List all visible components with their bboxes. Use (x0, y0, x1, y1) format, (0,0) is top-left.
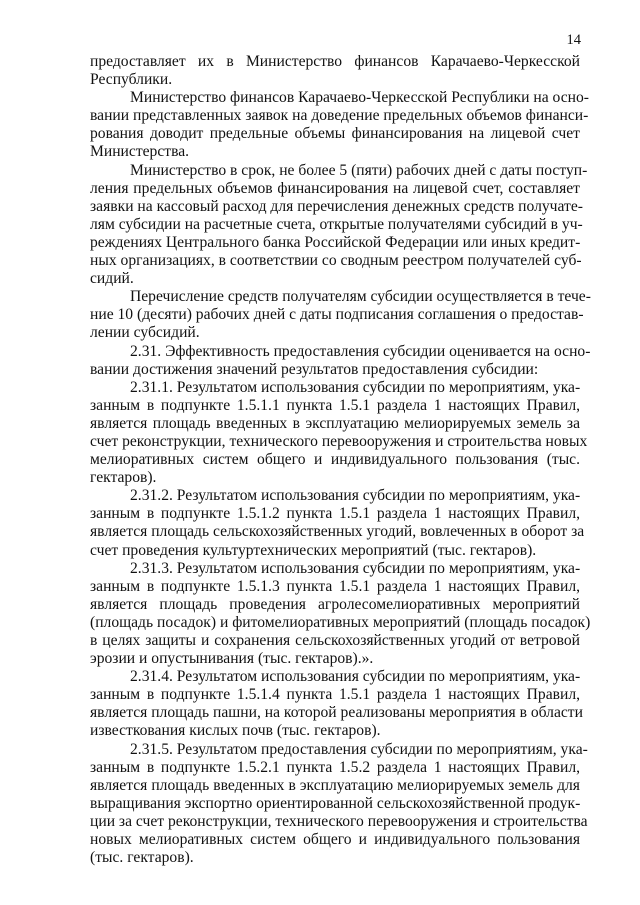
text-line: в целях защиты и сохранения сельскохозяйственных угодий от ветровой (90, 632, 580, 649)
paragraph (90, 487, 585, 559)
text-line: является площадь введенных в эксплуатацию мелиорируемых земель за (90, 414, 580, 432)
text-line: занным в подпункте 1.5.2.1 пункта 1.5.2 раздела 1 настоящих Правил, (90, 758, 580, 776)
text-line: мелиоративных систем общего и индивидуального пользования (тыс. (90, 451, 580, 469)
text-line: предоставляет их в Министерство финансов Карачаево-Черкесской (90, 53, 580, 70)
text-line: 2.31.1. Результатом использования субсидии по мероприятиям, ука- (130, 378, 581, 396)
page-number: 14 (566, 32, 581, 48)
text-line: выращивания экспортно ориентированной сельскохозяйственной продук- (90, 794, 581, 812)
text-line: 2.31.3. Результатом использования субсидии по мероприятиям, ука- (130, 559, 581, 577)
text-line: занным в подпункте 1.5.1.3 пункта 1.5.1 раздела 1 настоящих Правил, (90, 577, 580, 595)
document-body (90, 53, 591, 867)
text-line: новых мелиоративных систем общего и индивидуального пользования (90, 831, 580, 849)
text-line: счет реконструкции, технического перевооружения и строительства новых (90, 432, 588, 450)
text-line: лям субсидии на расчетные счета, открытые получателями субсидий в уч- (90, 215, 583, 233)
text-line: 2.31.4. Результатом использования субсидии по мероприятиям, ука- (130, 668, 581, 686)
text-line: лении субсидий. (90, 324, 200, 342)
text-line: (площадь посадок) и фитомелиоративных мероприятий (площадь посадок) (90, 613, 591, 631)
text-line: является площадь пашни, на которой реализованы мероприятия в области (90, 704, 583, 722)
text-line: 2.31.5. Результатом предоставления субсидии по мероприятиям, ука- (130, 740, 588, 758)
text-line: занным в подпункте 1.5.1.4 пункта 1.5.1 раздела 1 настоящих Правил, (90, 686, 580, 704)
text-line: вании представленных заявок на доведение предельных объемов финанси- (90, 107, 589, 125)
text-line: ции за счет реконструкции, технического перевооружения и строительства (90, 812, 588, 830)
text-line: ных организациях, в соответствии со сводным реестром получателей суб- (90, 252, 582, 270)
paragraph (90, 53, 580, 89)
text-line: 2.31. Эффективность предоставления субсидии оценивается на осно- (130, 342, 591, 360)
text-line: счет проведения культуртехнических мероприятий (тыс. гектаров). (90, 541, 537, 559)
text-line: рования доводит предельные объемы финансирования на лицевой счет (90, 125, 580, 143)
text-line: ние 10 (десяти) рабочих дней с даты подписания соглашения о предостав- (90, 306, 584, 324)
text-line: эрозии и опустынивания (тыс. гектаров).». (90, 650, 374, 668)
paragraph (90, 342, 591, 379)
text-line: ления предельных объемов финансирования на лицевой счет, составляет (90, 179, 580, 197)
text-line: Министерства. (90, 143, 190, 161)
text-line: Министерство в срок, не более 5 (пяти) рабочих дней с даты поступ- (130, 161, 588, 179)
paragraph (90, 378, 588, 488)
text-line: 2.31.2. Результатом использования субсидии по мероприятиям, ука- (130, 487, 581, 505)
text-line: Перечисление средств получателям субсидии осуществляется в тече- (130, 288, 591, 306)
paragraph (90, 161, 588, 289)
text-line: (тыс. гектаров). (90, 849, 194, 867)
text-line: сидий. (90, 270, 134, 288)
text-line: реждениях Центрального банка Российской Федерации или иных кредит- (90, 233, 581, 251)
text-line: является площадь введенных в эксплуатацию мелиорируемых земель для (90, 776, 580, 794)
paragraph (90, 740, 588, 868)
paragraph (90, 668, 583, 740)
text-line: заявки на кассовый расход для перечисления денежных средств получате- (90, 197, 583, 215)
text-line: Республики. (90, 71, 173, 89)
paragraph (90, 89, 589, 161)
text-line: является площадь проведения агролесомелиоративных мероприятий (90, 595, 580, 613)
paragraph (90, 559, 591, 669)
text-line: занным в подпункте 1.5.1.2 пункта 1.5.1 раздела 1 настоящих Правил, (90, 505, 580, 523)
text-line: занным в подпункте 1.5.1.1 пункта 1.5.1 раздела 1 настоящих Правил, (90, 396, 580, 414)
text-line: Министерство финансов Карачаево-Черкесской Республики на осно- (130, 89, 589, 107)
paragraph (90, 288, 591, 342)
text-line: известкования кислых почв (тыс. гектаров). (90, 722, 381, 740)
text-line: гектаров). (90, 469, 157, 487)
text-line: является площадь сельскохозяйственных угодий, вовлеченных в оборот за (90, 523, 585, 541)
text-line: вании достижения значений результатов предоставления субсидии: (90, 360, 539, 378)
